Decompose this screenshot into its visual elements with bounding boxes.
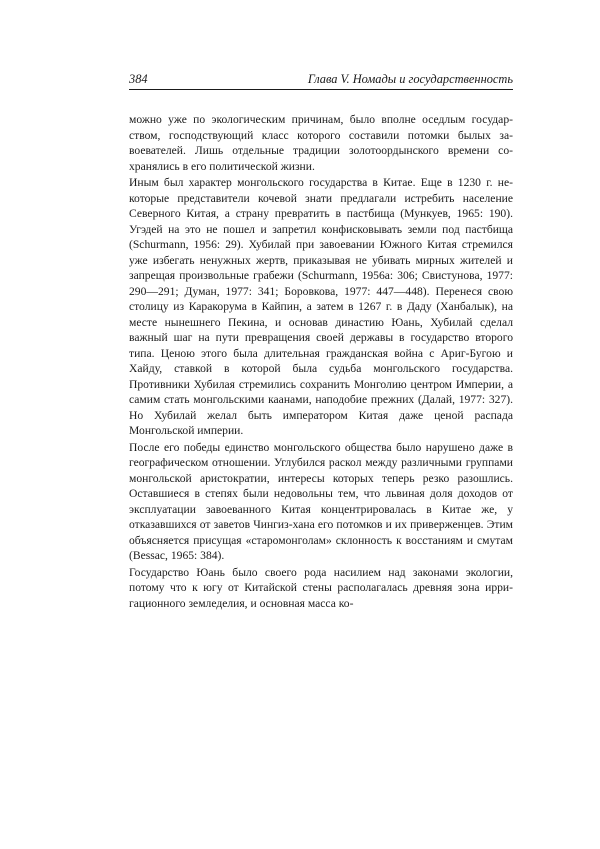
page-number: 384 [129,72,148,86]
body-text [129,112,513,612]
header-rule [129,89,513,90]
paragraph-4: Государство Юань было своего рода насилием над законами экологии, потому что к югу от Китайской стены располагалась древняя зона ирригационного земледелия, и основная масса ко- [129,565,513,610]
paragraph-3: После его победы единство монгольского общества было нарушено даже в географическом отношении. Углубился раскол между различными группами монгольской аристократии, интересы которых теперь резко разошлись. Оставшиеся в степях были недовольны тем, что львиная доля доходов от эксплуатации завоеванного Китая концентрировалась в Китае же, у отказавшихся от заветов Чингиз-хана его потомков и их приверженцев. Этим объясняется присущая «старомонголам» склонность к восстаниям и смутам (Bessac, 1965: 384). [129,440,513,562]
running-header [129,71,513,87]
paragraph-1: можно уже по экологическим причинам, было вполне оседлым государством, господствующий класс которого составили потомки былых завоевателей. Лишь отдельные традиции золотоордынского времени сохранялись в его политической жизни. [129,113,513,173]
running-title: Глава V. Номады и государственность [307,72,513,86]
paragraph-2: Иным был характер монгольского государства в Китае. Еще в 1230 г. некоторые представители кочевой знати предлагали истребить население Северного Китая, а страну превратить в пастбища (Мункуев, 1965: 190). Угэдей на это не пошел и запретил конфисковывать земли под пастбища (Schurmann, 1956: 29). Хубилай при завоевании Южного Китая стремился уже избегать ненужных жертв, приказывая не убивать мирных жителей и запрещая произвольные грабежи (Schurmann, 1956а: 306; Свистунова, 1977: 290—291; Думан, 1977: 341; Боровкова, 1977: 447—448). Перенеся свою столицу из Каракорума в Кайпин, а затем в 1267 г. в Даду (Ханбалык), на месте нынешнего Пекина, и основав династию Юань, Хубилай сделал важный шаг на пути превращения своей державы в государство второго типа. Ценою этого была длительная гражданская война с Ариг-Бугою и Хайду, ставкой в которой была судьба монгольского государства. Противники Хубилая стремились сохранить Монголию центром Империи, а самим стать монгольскими каанами, наподобие прежних (Далай, 1977: 327). Но Хубилай желал быть императором Китая даже ценой распада Монгольской империи. [129,176,513,437]
